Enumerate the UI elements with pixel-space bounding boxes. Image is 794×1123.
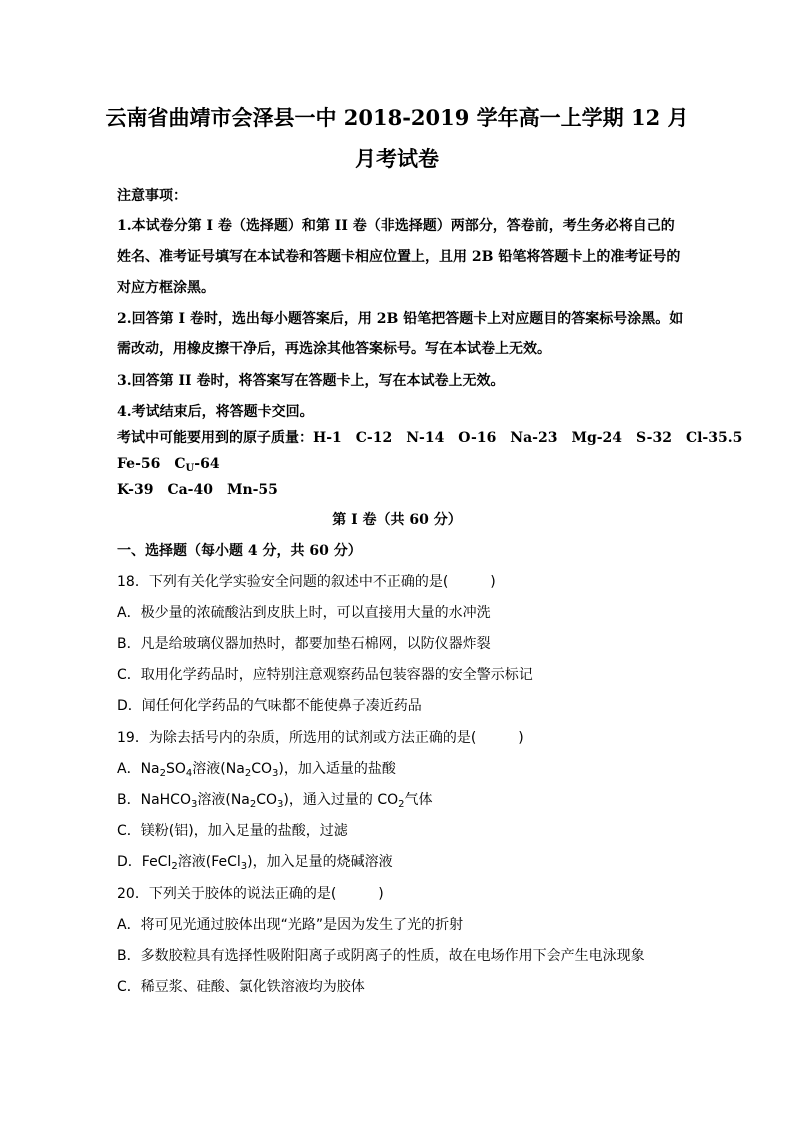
notice-item-4: 4.考试结束后，将答题卡交回。 xyxy=(117,404,314,420)
subscript: 2 xyxy=(171,861,178,872)
part1-title: 第 I 卷（共 60 分） xyxy=(332,512,462,528)
formula-text: SO xyxy=(166,761,186,777)
option-text: )，加入适量的盐酸 xyxy=(278,761,396,777)
formula-text: A．Na xyxy=(117,761,160,777)
atomic-mass-line1: 考试中可能要用到的原子质量：H-1 C-12 N-14 O-16 Na-23 Mg-24 S-32 Cl-35.5 xyxy=(117,430,743,446)
subscript: 3 xyxy=(240,861,248,872)
atomic-mass-line2 xyxy=(117,455,220,473)
formula-text: 溶液(FeCl xyxy=(177,854,241,870)
q18-option-b: B．凡是给玻璃仪器加热时，都要加垫石棉网，以防仪器炸裂 xyxy=(117,636,491,652)
q19-stem: 19．为除去括号内的杂质，所选用的试剂或方法正确的是( ) xyxy=(117,730,524,746)
q18-stem: 18．下列有关化学实验安全问题的叙述中不正确的是( ) xyxy=(117,574,496,590)
subscript: 3 xyxy=(271,768,279,779)
section1-title: 一、选择题（每小题 4 分，共 60 分） xyxy=(117,543,362,559)
notice-item-1b: 姓名、准考证号填写在本试卷和答题卡相应位置上，且用 2B 铅笔将答题卡上的准考证号的 xyxy=(117,249,681,265)
q19-option-d xyxy=(117,853,393,871)
formula-text: CO xyxy=(256,792,278,808)
formula-text: 溶液(Na xyxy=(192,761,245,777)
option-text: )，加入足量的烧碱溶液 xyxy=(247,854,393,870)
q20-option-c: C．稀豆浆、硅酸、氯化铁溶液均为胶体 xyxy=(117,979,365,995)
subscript: 2 xyxy=(398,799,405,810)
q20-stem: 20．下列关于胶体的说法正确的是( ) xyxy=(117,886,384,902)
q19-option-c: C．镁粉(铝)，加入足量的盐酸，过滤 xyxy=(117,823,348,839)
q18-option-c: C．取用化学药品时，应特别注意观察药品包装容器的安全警示标记 xyxy=(117,667,533,683)
notice-item-2b: 需改动，用橡皮擦干净后，再选涂其他答案标号。写在本试卷上无效。 xyxy=(117,341,551,357)
formula-text: D．FeCl xyxy=(117,854,172,870)
q19-option-a xyxy=(117,760,396,778)
formula-text: B．NaHCO xyxy=(117,792,191,808)
subscript: 3 xyxy=(190,799,198,810)
q20-option-a: A．将可见光通过胶体出现“光路”是因为发生了光的折射 xyxy=(117,917,464,933)
subscript: 4 xyxy=(185,768,193,779)
q19-option-b xyxy=(117,791,433,809)
subscript: 2 xyxy=(159,768,167,779)
q20-option-b: B．多数胶粒具有选择性吸附阳离子或阴离子的性质，故在电场作用下会产生电泳现象 xyxy=(117,948,645,964)
option-text: 气体 xyxy=(404,792,433,808)
notice-item-1a: 1.本试卷分第 I 卷（选择题）和第 II 卷（非选择题）两部分，答卷前，考生务必将自己的 xyxy=(117,218,675,234)
formula-text: 溶液(Na xyxy=(197,792,250,808)
formula-text: CO xyxy=(251,761,272,777)
subscript: 2 xyxy=(244,768,252,779)
subscript: 2 xyxy=(249,799,257,810)
notice-heading: 注意事项： xyxy=(117,188,187,204)
exam-title-line1: 云南省曲靖市会泽县一中 2018-2019 学年高一上学期 12 月 xyxy=(105,105,689,130)
q18-option-d: D．闻任何化学药品的气味都不能使鼻子凑近药品 xyxy=(117,698,422,714)
formula-text: )，通入过量的 CO xyxy=(283,792,399,808)
mass-subscript: U xyxy=(185,463,195,474)
notice-item-3: 3.回答第 II 卷时，将答案写在答题卡上，写在本试卷上无效。 xyxy=(117,373,505,389)
atomic-mass-line3: K-39 Ca-40 Mn-55 xyxy=(117,482,278,498)
notice-item-1c: 对应方框涂黑。 xyxy=(117,280,215,296)
exam-title-line2: 月考试卷 xyxy=(355,146,439,171)
subscript: 3 xyxy=(277,799,284,810)
q18-option-a: A．极少量的浓硫酸沾到皮肤上时，可以直接用大量的水冲洗 xyxy=(117,605,491,621)
mass-text: Fe-56 C xyxy=(117,456,186,472)
mass-text: -64 xyxy=(194,456,220,472)
notice-item-2a: 2.回答第 I 卷时，选出每小题答案后，用 2B 铅笔把答题卡上对应题目的答案标号涂黑。如 xyxy=(117,311,684,327)
